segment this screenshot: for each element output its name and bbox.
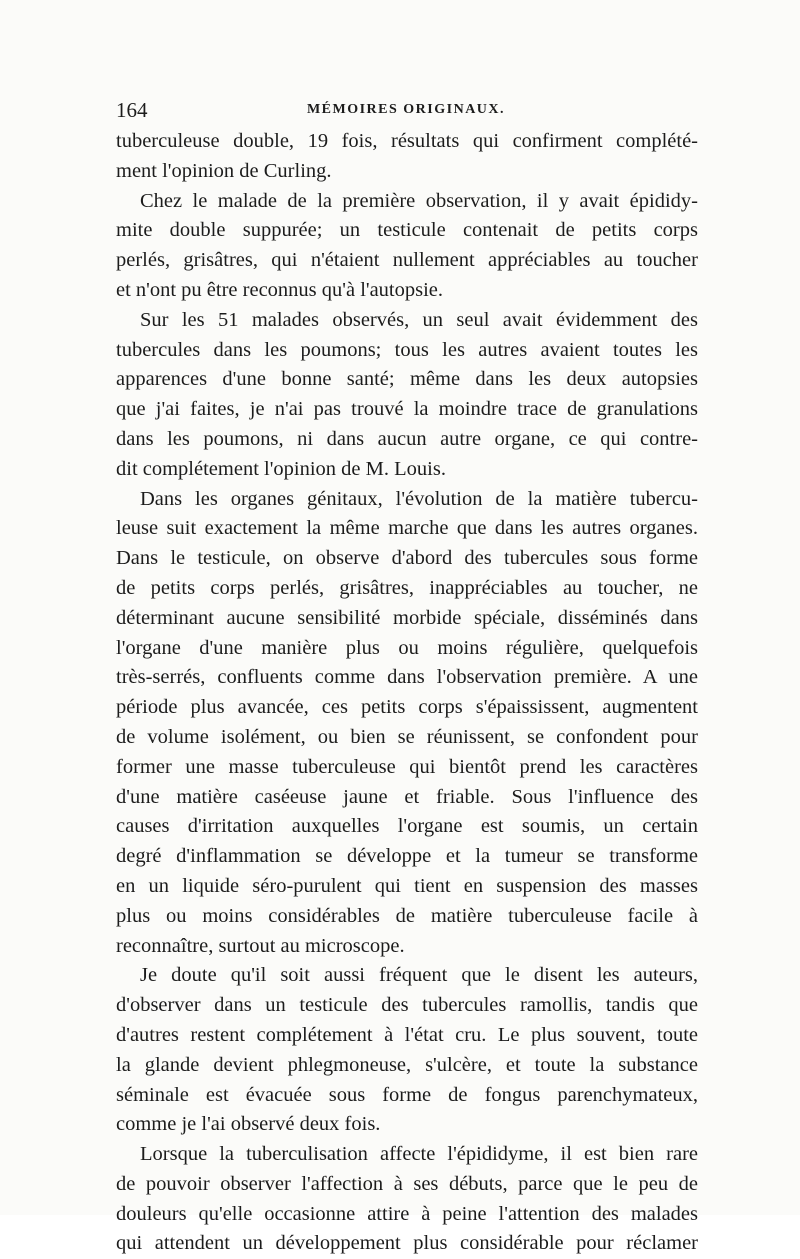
paragraph [116,187,698,306]
text-line: Lorsque la tuberculisation affecte l'épididyme, il est bien rare [140,1143,698,1166]
text-line: qui attendent un développement plus considérable pour réclamer [116,1232,698,1255]
text-line: séminale est évacuée sous forme de fongus parenchymateux, [116,1083,698,1106]
text-line: apparences d'une bonne santé; même dans les deux autopsies [116,368,698,391]
text-line: comme je l'ai observé deux fois. [116,1113,381,1136]
page-body [116,127,698,1259]
text-line: Dans les organes génitaux, l'évolution de la matière tubercu- [140,487,698,510]
text-line: déterminant aucune sensibilité morbide spéciale, disséminés dans [116,606,698,629]
text-line: mite double suppurée; un testicule contenait de petits corps [116,219,698,242]
text-line: et n'ont pu être reconnus qu'à l'autopsie. [116,278,444,301]
text-line: Chez le malade de la première observation, il y avait épididy- [140,189,698,212]
page-number: 164 [116,98,148,122]
text-line: très-serrés, confluents comme dans l'observation première. A une [116,666,698,689]
text-line: de volume isolément, ou bien se réunissent, se confondent pour [116,725,698,748]
text-line: former une masse tuberculeuse qui bientôt prend les caractères [116,755,698,778]
paragraph [116,127,698,187]
text-line: Dans le testicule, on observe d'abord des tubercules sous forme [116,547,698,570]
text-line: leuse suit exactement la même marche que dans les autres organes. [116,517,698,540]
text-line: dans les poumons, ni dans aucun autre organe, ce qui contre- [116,427,698,450]
text-line: degré d'inflammation se développe et la tumeur se transforme [116,845,698,868]
text-line: perlés, grisâtres, qui n'étaient nullement appréciables au toucher [116,249,698,272]
text-line: de pouvoir observer l'affection à ses débuts, parce que le peu de [116,1172,698,1195]
text-line: d'autres restent complétement à l'état cru. Le plus souvent, toute [116,1023,698,1046]
text-line: en un liquide séro-purulent qui tient en suspension des masses [116,874,698,897]
text-line: ment l'opinion de Curling. [116,159,332,182]
paragraph [116,306,698,485]
text-line: plus ou moins considérables de matière tuberculeuse facile à [116,904,698,927]
text-line: d'observer dans un testicule des tubercules ramollis, tandis que [116,994,698,1017]
text-line: de petits corps perlés, grisâtres, inappréciables au toucher, ne [116,576,698,599]
paragraph [116,961,698,1140]
text-line: Je doute qu'il soit aussi fréquent que le disent les auteurs, [140,964,698,987]
text-line: tubercules dans les poumons; tous les autres avaient toutes les [116,338,698,361]
text-line: Sur les 51 malades observés, un seul avait évidemment des [140,308,698,331]
text-line: d'une matière caséeuse jaune et friable. Sous l'influence des [116,785,698,808]
text-line: la glande devient phlegmoneuse, s'ulcère, et toute la substance [116,1053,698,1076]
running-head: MÉMOIRES ORIGINAUX. [306,102,506,117]
text-line: causes d'irritation auxquelles l'organe est soumis, un certain [116,815,698,838]
text-line: dit complétement l'opinion de M. Louis. [116,457,446,480]
paragraph [116,1140,698,1259]
text-line: période plus avancée, ces petits corps s'épaississent, augmentent [116,696,698,719]
text-line: que j'ai faites, je n'ai pas trouvé la moindre trace de granulations [116,398,698,421]
page-header [116,96,696,124]
text-line: l'organe d'une manière plus ou moins régulière, quelquefois [116,636,698,659]
text-line: reconnaître, surtout au microscope. [116,934,405,957]
text-line: tuberculeuse double, 19 fois, résultats qui confirment complété- [116,130,698,152]
paragraph [116,485,698,962]
text-line: douleurs qu'elle occasionne attire à peine l'attention des malades [116,1202,698,1225]
